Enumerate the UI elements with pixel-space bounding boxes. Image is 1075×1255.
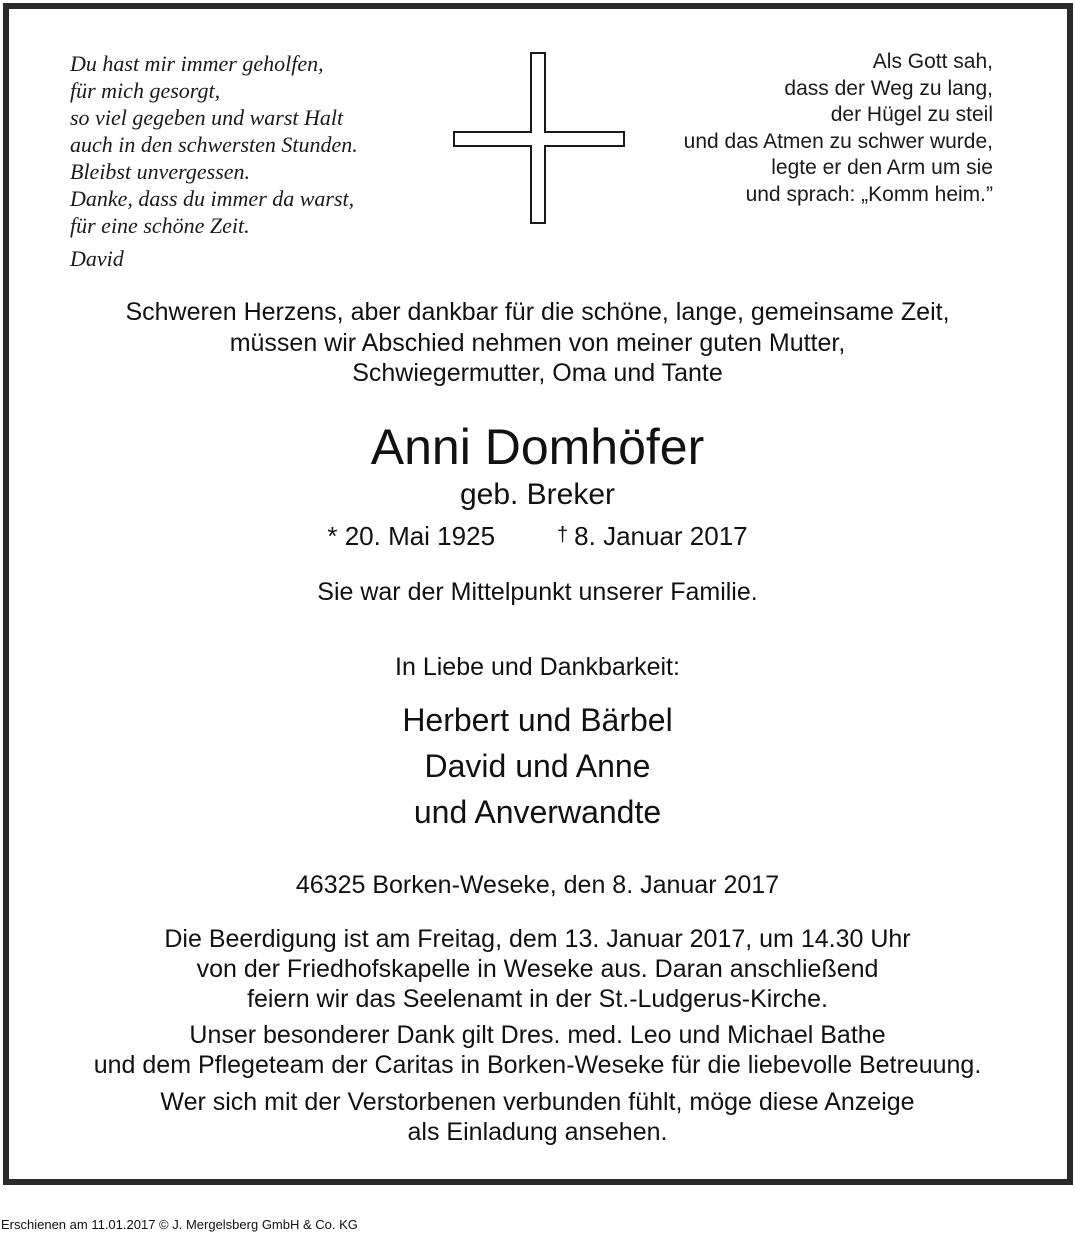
love-line: In Liebe und Dankbarkeit: — [395, 653, 680, 681]
poem-left-line: Du hast mir immer geholfen, — [70, 51, 324, 76]
funeral-line: feiern wir das Seelenamt in der St.-Ludgerus-Kirche. — [247, 985, 828, 1013]
mourners — [0, 697, 1075, 835]
place-date: 46325 Borken-Weseke, den 8. Januar 2017 — [295, 871, 780, 899]
poem-right-line: der Hügel zu steil — [830, 103, 993, 126]
poem-right — [684, 49, 993, 208]
intro-line: Schwiegermutter, Oma und Tante — [352, 359, 723, 387]
poem-left-line: für mich gesorgt, — [70, 78, 221, 103]
poem-left-line: für eine schöne Zeit. — [70, 213, 250, 238]
poem-left-line: Danke, dass du immer da warst, — [70, 186, 355, 211]
invite-line: als Einladung ansehen. — [407, 1118, 668, 1146]
funeral-line: Die Beerdigung ist am Freitag, dem 13. Januar 2017, um 14.30 Uhr — [164, 925, 911, 953]
mourner-line: und Anverwandte — [413, 794, 662, 830]
birth-date: * 20. Mai 1925 — [327, 521, 496, 551]
death-date-group — [557, 520, 748, 555]
poem-right-line: dass der Weg zu lang, — [784, 76, 993, 100]
dagger-icon: † — [557, 524, 569, 546]
funeral-line: von der Friedhofskapelle in Weseke aus. Daran anschließend — [196, 955, 879, 983]
poem-left-line: Bleibst unvergessen. — [70, 159, 251, 184]
poem-left-line: auch in den schwersten Stunden. — [70, 132, 358, 157]
publication-footer: Erschienen am 11.01.2017 © J. Mergelsberg GmbH & Co. KG — [1, 1217, 358, 1232]
death-date: 8. Januar 2017 — [574, 521, 748, 551]
intro-text — [0, 297, 1075, 389]
poem-right-line: und sprach: „Komm heim.” — [745, 182, 993, 206]
birth-name: geb. Breker — [459, 478, 616, 511]
intro-line: Schweren Herzens, aber dankbar für die schöne, lange, gemeinsame Zeit, — [125, 298, 950, 326]
thanks-line: Unser besonderer Dank gilt Dres. med. Leo und Michael Bathe — [189, 1021, 886, 1049]
cross-icon — [453, 52, 625, 224]
poem-left-line: so viel gegeben und warst Halt — [70, 105, 344, 130]
thanks-text — [0, 1020, 1075, 1080]
deceased-name: Anni Domhöfer — [370, 419, 705, 475]
poem-right-line: Als Gott sah, — [872, 50, 993, 73]
invite-text — [0, 1087, 1075, 1147]
mourner-line: David und Anne — [424, 748, 651, 784]
invite-line: Wer sich mit der Verstorbenen verbunden fühlt, möge diese Anzeige — [160, 1088, 915, 1116]
poem-right-line: legte er den Arm um sie — [771, 156, 993, 179]
intro-line: müssen wir Abschied nehmen von meiner guten Mutter, — [229, 328, 846, 357]
tagline: Sie war der Mittelpunkt unserer Familie. — [317, 578, 758, 606]
funeral-info — [0, 924, 1075, 1014]
life-dates — [0, 520, 1075, 555]
poem-signature: David — [70, 246, 124, 271]
poem-left — [70, 50, 358, 272]
poem-right-line: und das Atmen zu schwer wurde, — [683, 129, 993, 153]
mourner-line: Herbert und Bärbel — [402, 702, 673, 738]
thanks-line: und dem Pflegeteam der Caritas in Borken-Weseke für die liebevolle Betreuung. — [93, 1051, 982, 1079]
